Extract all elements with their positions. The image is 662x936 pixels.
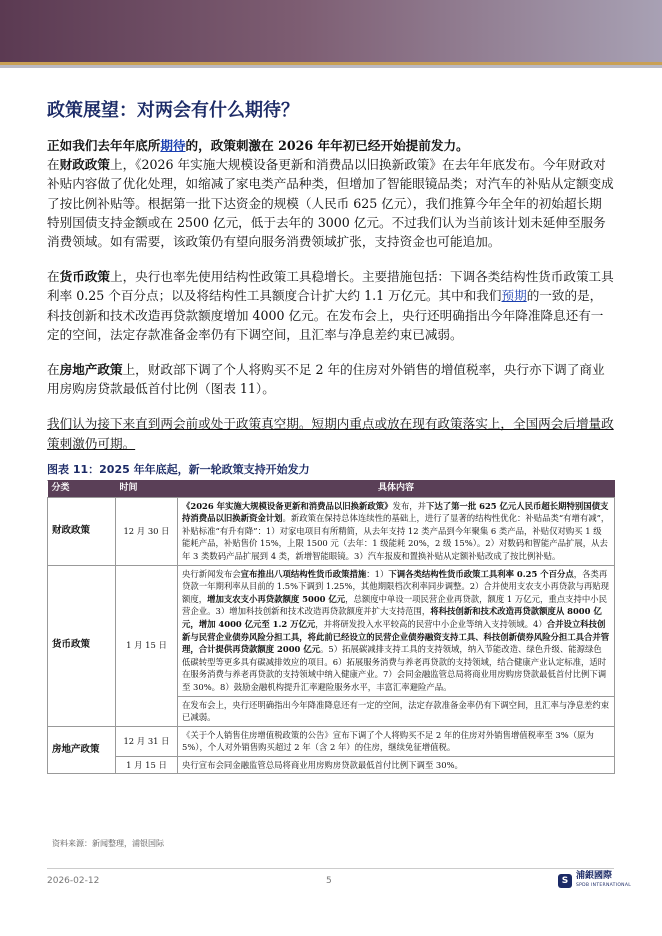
monetary-text2: 的一致的是，科技创新和技术改造再贷款额度增加 4000 亿元。在发布会上，央行还明确指出今年降准降息还有一定的空间，法定存款准备金率仍有下调空间，且汇率与净息差约束已减弱。 <box>47 288 604 342</box>
company-logo <box>558 872 631 890</box>
detail-part: 合并设立科技创新与民营企业债券风险分担工具，将此前已经设立的民营企业债券融资支持工具、科技创新债券风险分担工具合并管理，合计提供再贷款额度 2000 亿元 <box>182 618 610 655</box>
detail-part: 下调各类结构性货币政策工具利率 0.25 个百分点 <box>388 568 574 579</box>
monetary-pre: 在 <box>47 269 60 285</box>
cell-time: 12 月 30 日 <box>116 497 178 565</box>
policy-table <box>47 480 615 774</box>
logo-name-en: SPDB INTERNATIONAL <box>576 883 632 888</box>
intro-part2: 的，政策刺激在 2026 年年初已经开始提前发力。 <box>185 138 469 153</box>
section-heading: 政策展望：对两会有什么期待？ <box>47 100 299 121</box>
cell-detail: 《关于个人销售住房增值税政策的公告》宣布下调了个人将购买不足 2 年的住房对外销售增值税率至 3%（原为 5%），个人对外销售购买超过 2 年（含 2 年）的住房，继续免征增值税。 <box>178 726 615 756</box>
fiscal-pre: 在 <box>47 157 60 173</box>
monetary-keyword: 货币政策 <box>59 269 110 285</box>
detail-part: ：1） <box>366 568 389 579</box>
cell-detail <box>178 497 615 565</box>
source-note: 资料来源：新闻整理，浦银国际 <box>52 839 164 848</box>
intro-paragraph <box>47 136 614 155</box>
logo-text <box>576 872 631 890</box>
body-text <box>47 136 614 469</box>
detail-part: 《2026 年实施大规模设备更新和消费品以旧换新政策》 <box>182 500 393 511</box>
detail-part: ，并将研发投入水平较高的民营中小企业等纳入支持领域。4） <box>315 618 547 629</box>
table-row <box>48 756 615 774</box>
detail-part: 发布，并 <box>392 500 426 511</box>
cell-time: 12 月 31 日 <box>116 726 178 756</box>
table-header-row <box>48 480 615 497</box>
logo-icon: S <box>558 874 572 888</box>
intro-part1: 正如我们去年年底所 <box>47 138 161 153</box>
cell-detail: 在发布会上，央行还明确指出今年降准降息还有一定的空间，法定存款准备金率仍有下调空间，且汇率与净息差约束已减弱。 <box>178 696 615 726</box>
header-detail: 具体内容 <box>178 480 615 497</box>
header-banner <box>0 0 662 68</box>
monetary-text1: 上，央行也率先使用结构性政策工具稳增长。主要措施包括：下调各类结构性货币政策工具利率 0.25 个百分点；以及将结构性工具额度合计扩大约 1.1 万亿元。其中和我们 <box>47 269 614 304</box>
detail-part: 增加支农支小再贷款额度 5000 亿元 <box>207 593 346 604</box>
detail-part: 下达了第一批 625 亿元人民币超长期特别国债支持消费品以旧换新资金计划 <box>182 500 609 524</box>
fiscal-keyword: 财政政策 <box>59 157 110 173</box>
property-paragraph <box>47 360 614 398</box>
header-category: 分类 <box>48 480 116 497</box>
cell-category: 货币政策 <box>48 565 116 726</box>
detail-part: 将科技创新和技术改造再贷款额度从 8000 亿元，增加 4000 亿元至 1.2 万亿元 <box>182 606 602 629</box>
detail-part: 宣布推出八项结构性货币政策措施 <box>240 568 367 579</box>
intro-link[interactable]: 期待 <box>160 138 186 153</box>
fiscal-paragraph <box>47 155 614 251</box>
footer-divider <box>47 868 614 869</box>
cell-category: 财政政策 <box>48 497 116 565</box>
cell-detail <box>178 565 615 696</box>
figure-title: 图表 11：2025 年年底起，新一轮政策支持开始发力 <box>47 461 614 481</box>
table-row <box>48 726 615 756</box>
header-grey-line <box>0 65 662 68</box>
detail-part: 。新政策在保持总体连续性的基础上，进行了显著的结构性优化：补贴品类“有增有减”，补贴标准“有升有降”：1）对家电项目有所精简，从去年支持 12 类产品到今年聚集 6 类产品，补贴仅对购买 1 级能耗产品，补贴售价 15%，上限 1500 元（去年：1 级能耗 20%，2 级 15%）。2）对数码和智能产品扩展，从去年 3 类数码产品扩展到 4 类，新增智能眼镜。3）汽车报废和置换补贴从定额补贴改成了按比例补贴。 <box>182 513 610 561</box>
property-pre: 在 <box>47 362 60 378</box>
conclusion-paragraph: 我们认为接下来直到两会前或处于政策真空期。短期内重点或放在现有政策落实上，全国两会后增量政策刺激仍可期。 <box>47 416 614 451</box>
page-number: 5 <box>326 876 332 886</box>
property-text: 上，财政部下调了个人将购买不足 2 年的住房对外销售的增值税率，央行亦下调了商业用房购房贷款最低首付比例（图表 11）。 <box>47 362 605 397</box>
footer-date: 2026-02-12 <box>47 876 100 886</box>
monetary-link[interactable]: 预期 <box>501 288 527 304</box>
fiscal-text: 上，《2026 年实施大规模设备更新和消费品以旧换新政策》在去年年底发布。今年财政对补贴内容做了优化处理，如缩减了家电类产品种类，但增加了智能眼镜品类；对汽车的补贴从定额变成了按比例补贴等。根据第一批下达资金的规模（人民币 625 亿元），我们推算今年全年的初始超长期特别国债支持金额或在 2500 亿元，低于去年的 3000 亿元。不过我们认为当前该计划未延伸至服务消费领域。如有需要，该政策仍有望向服务消费领域扩张，支持资金也可能追加。 <box>47 157 614 250</box>
detail-part: 央行新闻发布会 <box>182 568 241 579</box>
logo-name-cn: 浦銀國際 <box>576 871 613 881</box>
property-keyword: 房地产政策 <box>59 362 123 378</box>
cell-time: 1 月 15 日 <box>116 565 178 726</box>
cell-time: 1 月 15 日 <box>116 756 178 774</box>
detail-part: 。5）拓展碳减排支持工具的支持领域，纳入节能改造、绿色升级、能源绿色低碳转型等更多具有碳减排效应的项目。6）拓展服务消费与养老再贷款的支持领域，结合健康产业认定标准，适时在服务消费与养老再贷款的支持领域中纳入健康产业。7）会同金融监管总局将商业用房购房贷款最低首付比例下调至 30%。8）鼓励金融机构提升汇率避险服务水平，丰富汇率避险产品。 <box>182 644 607 692</box>
table-row <box>48 497 615 565</box>
cell-detail: 央行宣布会同金融监管总局将商业用房购房贷款最低首付比例下调至 30%。 <box>178 756 615 774</box>
header-band <box>0 0 662 62</box>
cell-category: 房地产政策 <box>48 726 116 774</box>
monetary-paragraph <box>47 267 614 344</box>
detail-part: ，各类再贷款一年期利率从目前的 1.5%下调到 1.25%，其他期限档次利率同步调整。2）合并使用支农支小再贷款与再贴现额度， <box>182 568 610 604</box>
table-row <box>48 565 615 696</box>
header-time: 时间 <box>116 480 178 497</box>
detail-part: ，总额度中单设一项民营企业再贷款，额度 1 万亿元，重点支持中小民营企业。3）增加科技创新和技术改造再贷款额度并扩大支持范围， <box>182 593 608 617</box>
